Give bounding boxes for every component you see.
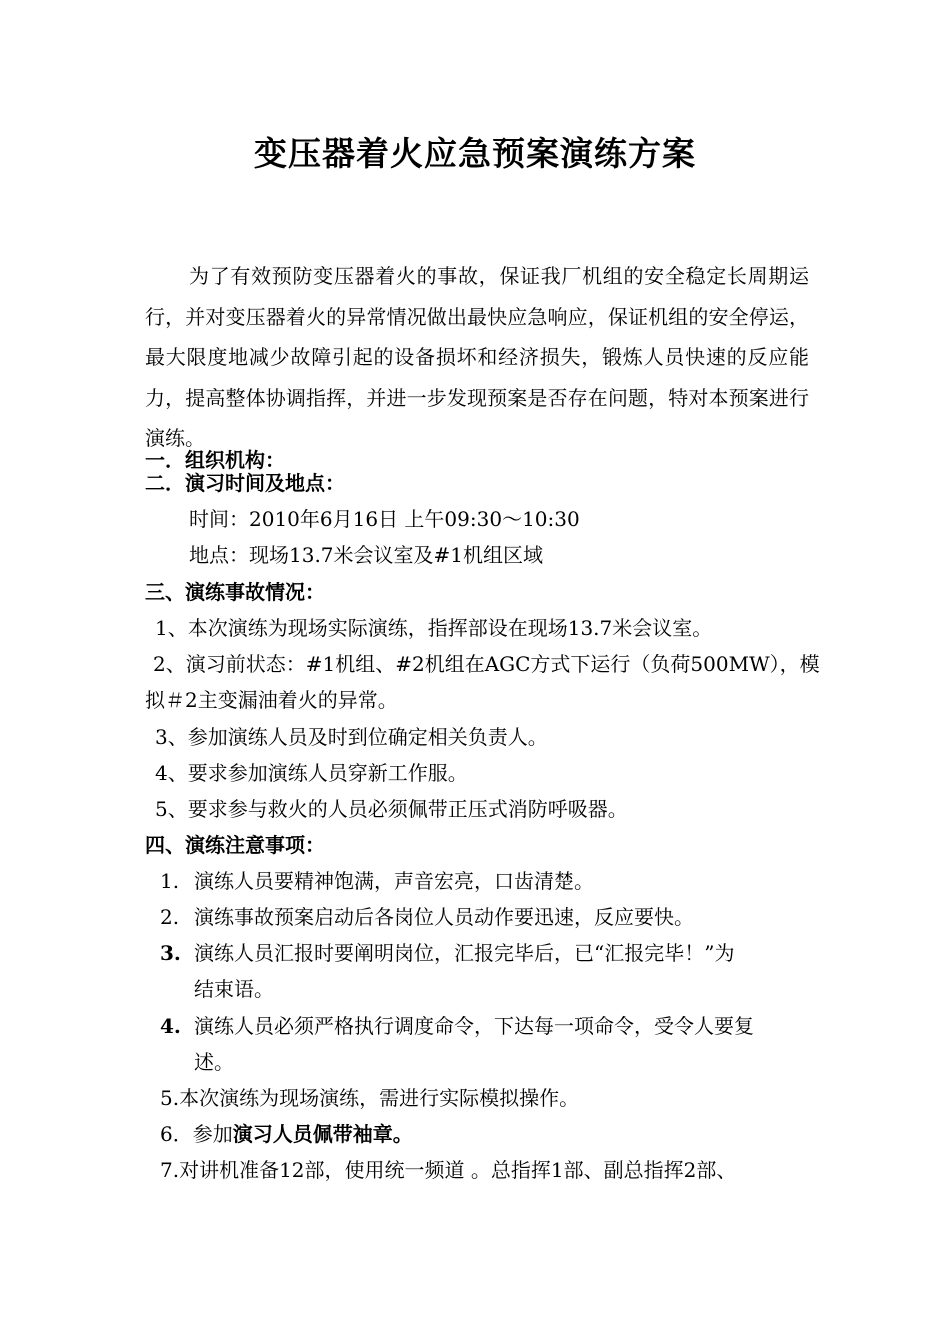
notes-item-number: 1.	[160, 869, 180, 893]
notes-item	[160, 902, 694, 932]
notes-item-text: 演练人员要精神饱满，声音宏亮，口齿清楚。	[194, 869, 594, 893]
section-heading-organization: 一．组织机构：	[145, 448, 285, 472]
notes-item-number: 2.	[160, 905, 180, 929]
notes-item-number: 3.	[160, 941, 181, 965]
notes-item: 7.对讲机准备12部，使用统一频道 。总指挥1部、副总指挥2部、	[160, 1158, 737, 1182]
place-line: 地点：现场13.7米会议室及#1机组区域	[189, 543, 544, 567]
section-heading-time-place: 二．演习时间及地点：	[145, 471, 345, 495]
notes-item-text: 6．参加	[160, 1122, 233, 1146]
notes-item-continuation: 结束语。	[194, 977, 274, 1001]
notes-item-text: 演练人员汇报时要阐明岗位，汇报完毕后，已“汇报完毕！”为	[194, 941, 735, 965]
notes-item-text: 演练人员必须严格执行调度命令，下达每一项命令，受令人要复	[194, 1014, 754, 1038]
section-heading-notes: 四、演练注意事项：	[145, 833, 325, 857]
notes-item	[160, 938, 734, 968]
intro-paragraph: 为了有效预防变压器着火的事故，保证我厂机组的安全稳定长周期运行，并对变压器着火的异常情况做出最快应急响应，保证机组的安全停运，最大限度地减少故障引起的设备损坏和经济损失，锻炼人员快速的反应能力，提高整体协调指挥，并进一步发现预案是否存在问题，特对本预案进行演练。	[145, 264, 809, 450]
scenario-item-continuation: 拟＃2主变漏油着火的异常。	[145, 688, 398, 712]
notes-item-number: 4.	[160, 1014, 181, 1038]
scenario-item: 3、参加演练人员及时到位确定相关负责人。	[155, 725, 548, 749]
notes-item	[160, 1119, 413, 1149]
time-line: 时间：2010年6月16日 上午09:30～10:30	[189, 507, 580, 531]
notes-item: 5.本次演练为现场演练，需进行实际模拟操作。	[160, 1086, 580, 1110]
notes-item	[160, 1011, 754, 1041]
scenario-item: 4、要求参加演练人员穿新工作服。	[155, 761, 468, 785]
scenario-item: 5、要求参与救火的人员必须佩带正压式消防呼吸器。	[155, 797, 628, 821]
scenario-item: 1、本次演练为现场实际演练，指挥部设在现场13.7米会议室。	[155, 616, 713, 640]
page-title: 变压器着火应急预案演练方案	[254, 134, 696, 173]
scenario-item: 2、演习前状态：#1机组、#2机组在AGC方式下运行（负荷500MW），模	[153, 652, 820, 676]
notes-item	[160, 866, 594, 896]
notes-item-text: 演练事故预案启动后各岗位人员动作要迅速，反应要快。	[194, 905, 694, 929]
notes-item-continuation: 述。	[194, 1050, 234, 1074]
section-heading-scenario: 三、演练事故情况：	[145, 580, 325, 604]
notes-item-bold-text: 演习人员佩带袖章。	[232, 1122, 413, 1146]
